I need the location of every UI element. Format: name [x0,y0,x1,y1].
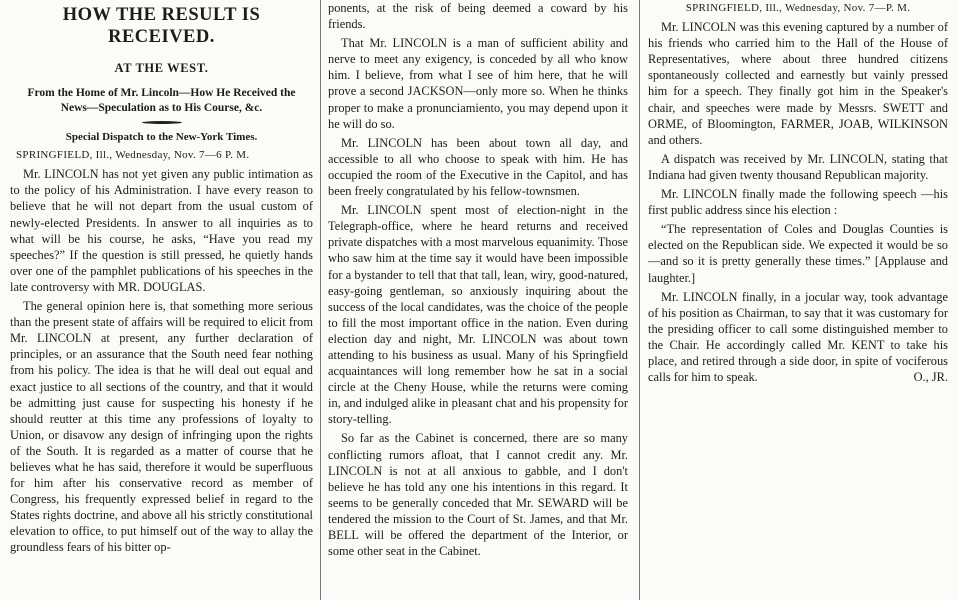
paragraph: A dispatch was received by Mr. LINCOLN, stating that Indiana had given twenty thousand Republican majority. [648,151,948,182]
section-heading: AT THE WEST. [114,61,209,75]
applause-note: [Applause and laughter.] [648,254,948,285]
column-1 [10,0,313,600]
signature: O., JR. [913,370,948,385]
paragraph: ponents, at the risk of being deemed a coward by his friends. [328,1,628,32]
paragraph: Mr. LINCOLN was this evening captured by a number of his friends who carried him to the Hall of the House of Representatives, where about three hundred citizens spontaneously collected and earnestly but vainly pressed him for a speech. They finally got him in the Speaker's chair, and speeches were made by Messrs. SWETT and ORME, of Bloomington, FARMER, JOAB, WILKINSON and others. [648,20,948,147]
quoted-speech [648,221,948,285]
dateline: SPRINGFIELD, Ill., Wednesday, Nov. 7—6 P. M. [16,149,250,162]
speech-text: “The representation of Coles and Douglas Counties is elected on the Republican side. We expected it would be so—and so it is pretty generally these times.” [648,222,948,269]
paragraph: So far as the Cabinet is concerned, there are so many conflicting rumors afloat, that I cannot credit any. Mr. LINCOLN is not at all anxious to gabble, and I don't believe he has told any one his intentions in this regard. It seems to be generally conceded that Mr. SEWARD will be tendered the mission to the Court of St. James, and that Mr. BELL will be offered the department of the Interior, or some other seat in the Cabinet. [328,431,628,559]
paragraph-text: Mr. LINCOLN finally, in a jocular way, took advantage of his position as Chairman, to say that it was customary for the presiding officer to call some distinguished member to the Chair. He accordingly called Mr. KENT to take his place, and retired through a side door, in spite of vociferous calls for him to speak. [648,289,948,385]
column-2 [328,0,628,600]
paragraph: Mr. LINCOLN has been about town all day, and accessible to all who choose to speak with him. He has occupied the room of the Executive in the Capitol, and has been freely congratulated by his fellow-townsmen. [328,135,628,199]
paragraph [648,289,948,386]
column-3 [648,0,948,600]
ornament-divider [142,121,182,124]
dispatch-line: Special Dispatch to the New-York Times. [65,131,258,144]
dateline: SPRINGFIELD, Ill., Wednesday, Nov. 7—P. M. [685,2,911,14]
column-rule [639,0,640,600]
headline: HOW THE RESULT IS RECEIVED. [62,5,261,47]
paragraph: Mr. LINCOLN has not yet given any public intimation as to the policy of his Administration. I have every reason to believe that he will not depart from the usual custom of newly-elected Presidents. In answer to all inquiries as to what will be his course, he asks, “Have you read my speeches?” If the question is still pressed, he quietly hands over one of the pamphlet publications of his speeches in the late controversy with MR. DOUGLAS. [10,167,313,294]
column-rule [320,0,321,600]
article-deck: From the Home of Mr. Lincoln—How He Received the News—Speculation as to His Course, &c. [27,87,296,114]
paragraph: The general opinion here is, that something more serious than the present state of affairs will be required to elicit from Mr. LINCOLN at present, any further declaration of principles, or an assurance that the South need fear nothing from his policy. The idea is that he will deal out equal and exact justice to all sections of the country, and that it would be admitting just cause for suspecting his honesty if he should reutter at this time any professions of loyalty to Union, or disavow any design of infringing upon the rights of the South. It is regarded as a matter of course that he believes what he has said, therefore it would be superfluous for him after his conservative record as member of Congress, his frequently expressed belief in regard to the States rights doctrine, and above all his strictly constitutional elevation to office, to put himself out of the way to allay the groundless fears of his bitter op- [10,299,313,555]
paragraph: Mr. LINCOLN finally made the following speech —his first public address since his election : [648,187,948,218]
paragraph: That Mr. LINCOLN is a man of sufficient ability and nerve to meet any exigency, is conceded by all who know him. I believe, from what I see of him here, that he will prove a second JACKSON—only more so. When he thinks proper to make a pronunciamiento, you may depend upon it he will do so. [328,36,628,131]
paragraph: Mr. LINCOLN spent most of election-night in the Telegraph-office, where he heard returns and received private dispatches with a most marvelous equanimity. Those who saw him at the time say it would have been impossible for a bystander to tell that that tall, lean, wiry, good-natured, easy-going gentleman, so anxiously inquiring about the success of the local candidates, was the choice of the people to fill the most important office in the nation. Even during election day and night, Mr. LINCOLN was about town attending to his business as usual. Many of his Springfield acquaintances will long remember how he sat in a social circle at the Cheny House, while the returns were coming in, and indulged alike in pleasant chat and his propensity for story-telling. [328,203,628,427]
